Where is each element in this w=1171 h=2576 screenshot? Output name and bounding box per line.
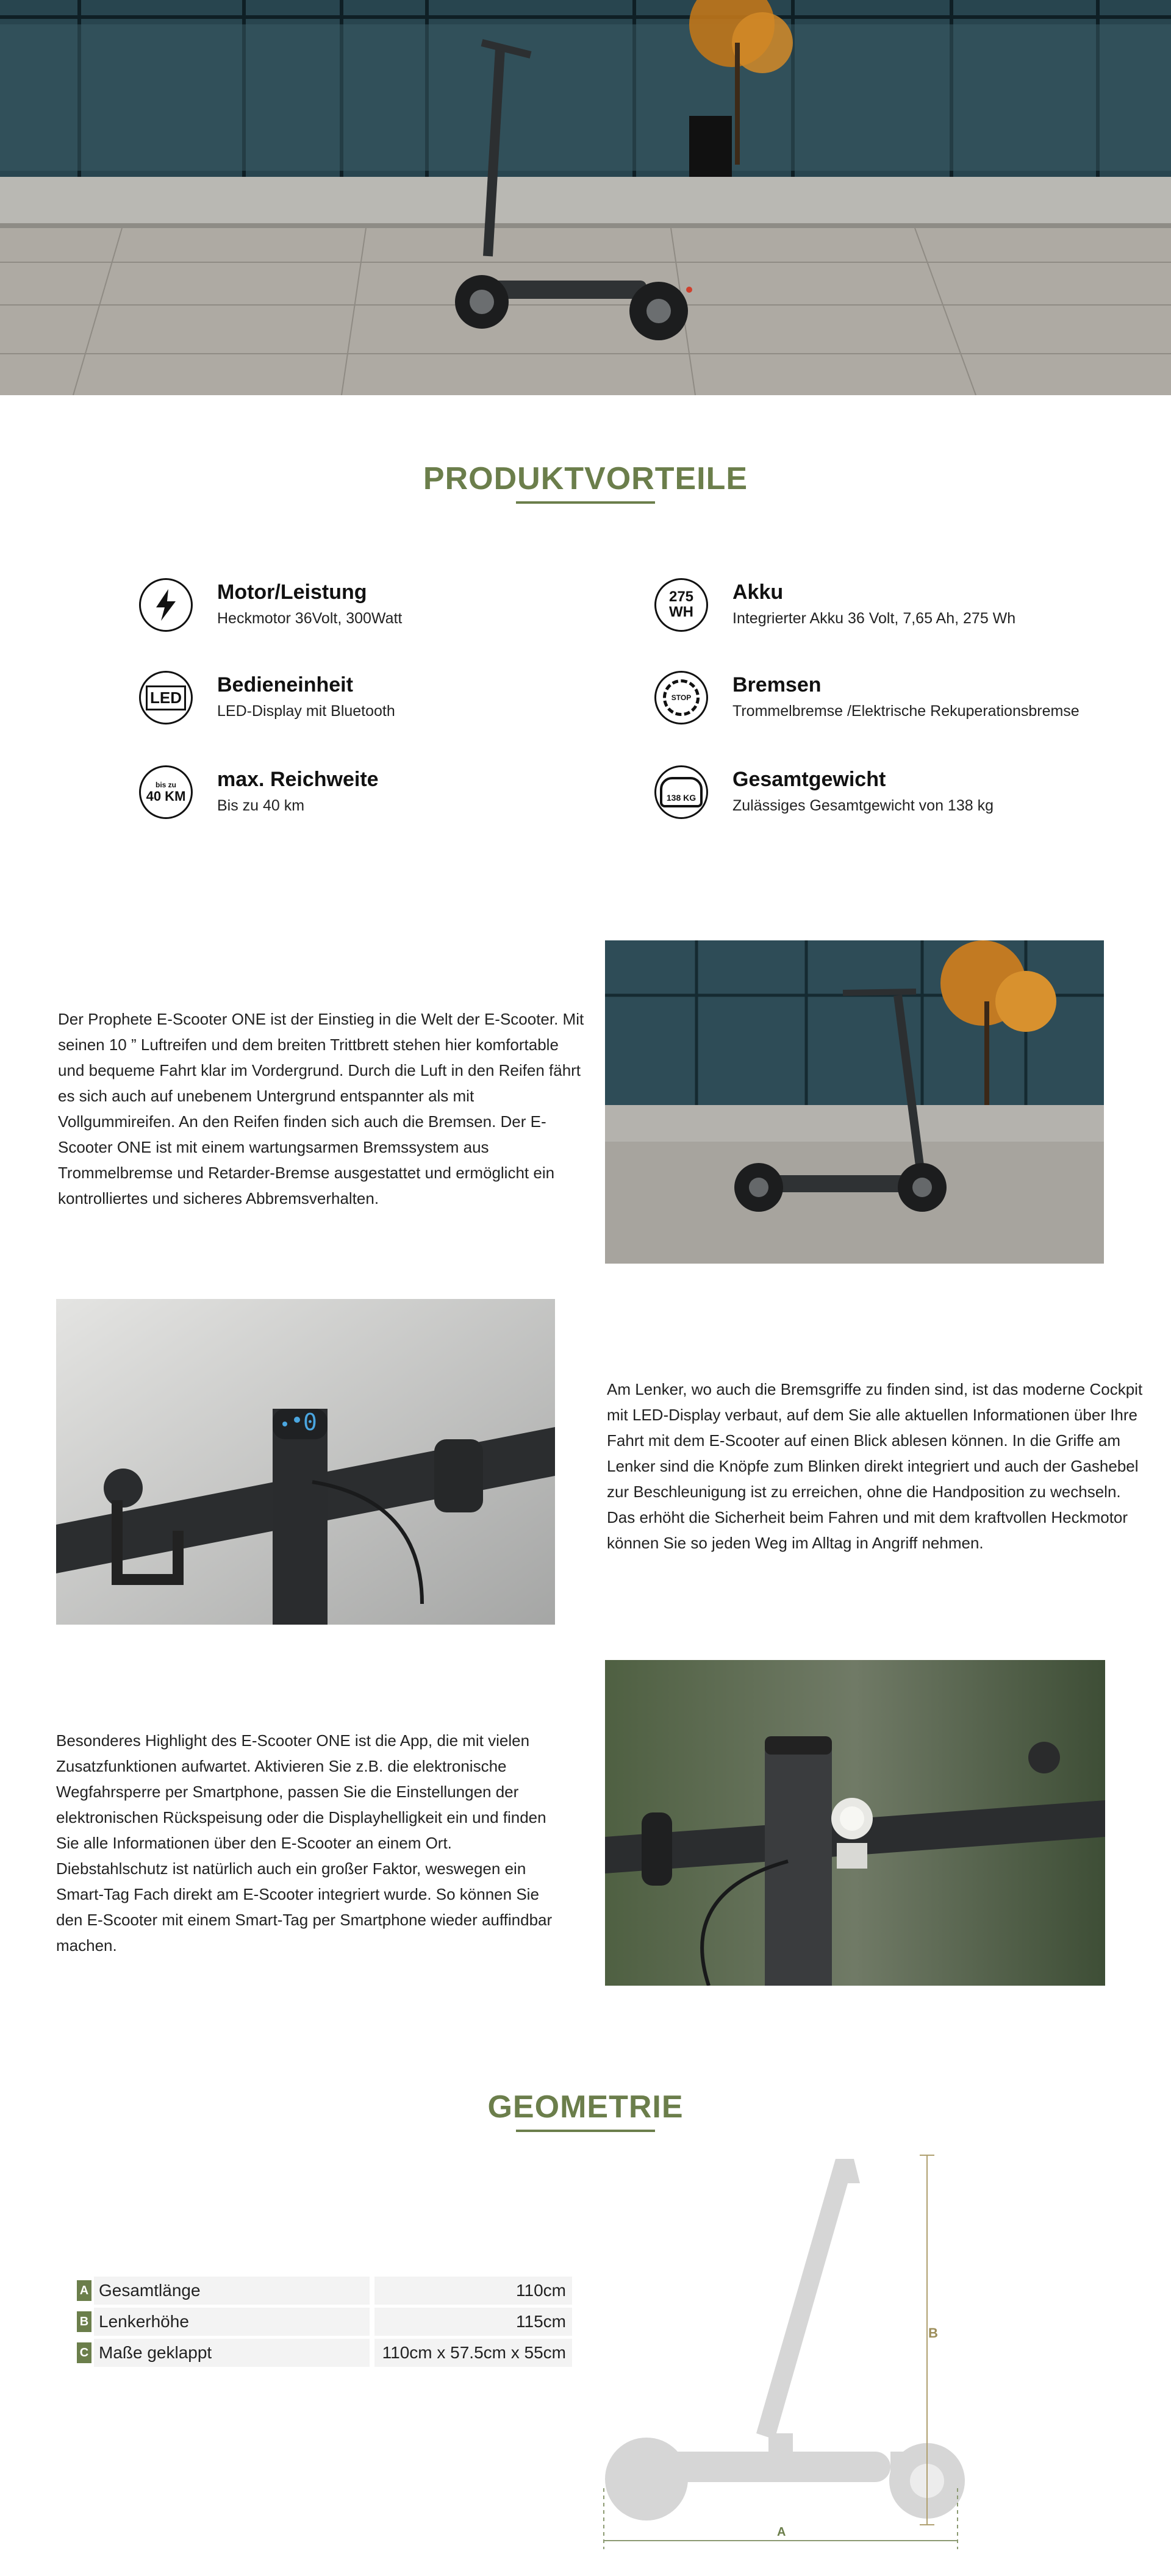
range-40km-icon [139, 765, 193, 819]
row-value: 110cm x 57.5cm x 55cm [374, 2339, 572, 2367]
row-label: Gesamtlänge [94, 2277, 370, 2305]
description-text-2 [607, 1376, 1144, 1556]
icon-text: LED [146, 685, 186, 710]
row-label: Lenkerhöhe [94, 2308, 370, 2336]
headlight-photo-scene [605, 1660, 1105, 1986]
section-title-geometrie: GEOMETRIE [487, 2089, 684, 2125]
display-digit: 0 [303, 1409, 317, 1436]
dimension-b-label: B [928, 2325, 938, 2341]
description-text-3 [56, 1728, 556, 1958]
feature-title: Motor/Leistung [217, 581, 367, 604]
hero-photo [0, 0, 1171, 395]
geometry-diagram [598, 2147, 976, 2561]
row-value: 115cm [374, 2308, 572, 2336]
section-title-produktvorteile: PRODUKTVORTEILE [423, 461, 748, 496]
row-letter-badge: B [77, 2311, 91, 2332]
table-row [77, 2308, 566, 2336]
paragraph: Der Prophete E-Scooter ONE ist der Einstieg in die Welt der E-Scooter. Mit seinen 10 ” Luftreifen und dem breiten Trittbrett stehen hier komfortable und bequeme Fahrt klar im Vordergrund. Durch die Luft in den Reifen fährt es sich auch auf unebenem Untergrund entspannter als mit Vollgummireifen. An den Reifen finden sich auch die Bremsen. Der E-Scooter ONE ist mit einem wartungsarmen Bremssystem aus Trommelbremse und Retarder-Bremse ausgestattet und ermöglicht ein kontrolliertes und sicheres Abbremsverhalten. [58, 1010, 584, 1208]
feature-desc: Heckmotor 36Volt, 300Watt [217, 610, 403, 627]
feature-title: max. Reichweite [217, 768, 379, 791]
row-value: 110cm [374, 2277, 572, 2305]
feature-desc: LED-Display mit Bluetooth [217, 703, 395, 720]
brake-stop-icon [654, 671, 708, 724]
feature-gesamtgewicht [654, 765, 1118, 839]
feature-motor [139, 578, 603, 651]
icon-text: 138 KG [666, 793, 697, 803]
row-label: Maße geklappt [94, 2339, 370, 2367]
scooter-photo-scene [605, 940, 1104, 1264]
title-underline [516, 501, 655, 504]
row-letter-badge: A [77, 2280, 91, 2301]
scooter-photo-facade [605, 940, 1104, 1264]
row-letter-badge: C [77, 2342, 91, 2363]
icon-text: bis zu [155, 781, 176, 789]
headlight-photo [605, 1660, 1105, 1986]
led-icon [139, 671, 193, 724]
feature-bedieneinheit [139, 671, 603, 744]
icon-text: 275 [668, 589, 694, 605]
table-row [77, 2277, 566, 2305]
feature-bremsen [654, 671, 1118, 744]
cockpit-photo-scene [56, 1299, 555, 1625]
dimension-a-label: A [777, 2525, 786, 2539]
feature-desc: Integrierter Akku 36 Volt, 7,65 Ah, 275 Wh [732, 610, 1016, 627]
paragraph: Besonderes Highlight des E-Scooter ONE ist die App, die mit vielen Zusatzfunktionen aufwartet. Aktivieren Sie z.B. die elektronische Wegfahrsperre per Smartphone, passen Sie die Einstellungen der elektronischen Rückspeisung oder die Displayhelligkeit ein und finden Sie alle Informationen über den E-Scooter an einem Ort. Diebstahlschutz ist natürlich auch ein großer Faktor, weswegen ein Smart-Tag Fach direkt am E-Scooter integriert wurde. So können Sie den E-Scooter mit einem Smart-Tag per Smartphone wieder auffindbar machen. [56, 1731, 553, 1955]
scooter-silhouette [605, 2159, 965, 2521]
weight-138kg-icon [654, 765, 708, 819]
cockpit-photo [56, 1299, 555, 1625]
icon-text: 40 KM [146, 789, 186, 804]
battery-275wh-icon [654, 578, 708, 632]
paragraph: Am Lenker, wo auch die Bremsgriffe zu finden sind, ist das moderne Cockpit mit LED-Display verbaut, auf dem Sie alle aktuellen Informationen über Ihre Fahrt mit dem E-Scooter auf einen Blick ablesen können. In die Griffe am Lenker sind die Knöpfe zum Blinken direkt integriert und auch der Gashebel zur Beschleunigung ist zu erreichen, ohne die Handposition zu wechseln. Das erhöht die Sicherheit beim Fahren und mit dem kraftvollen Heckmotor können Sie so jeden Weg im Alltag in Angriff nehmen. [607, 1380, 1143, 1552]
feature-title: Gesamtgewicht [732, 768, 886, 791]
description-text-1 [58, 1006, 589, 1211]
feature-title: Akku [732, 581, 784, 604]
feature-desc: Zulässiges Gesamtgewicht von 138 kg [732, 797, 994, 814]
feature-title: Bremsen [732, 673, 822, 696]
feature-akku [654, 578, 1118, 651]
feature-title: Bedieneinheit [217, 673, 353, 696]
title-underline [516, 2130, 655, 2132]
feature-desc: Trommelbremse /Elektrische Rekuperationsbremse [732, 703, 1080, 720]
table-row [77, 2339, 566, 2367]
icon-text: WH [669, 604, 693, 620]
hero-scene [0, 0, 1171, 395]
lightning-icon [139, 578, 193, 632]
feature-desc: Bis zu 40 km [217, 797, 305, 814]
icon-text: STOP [671, 693, 692, 702]
feature-reichweite [139, 765, 603, 839]
